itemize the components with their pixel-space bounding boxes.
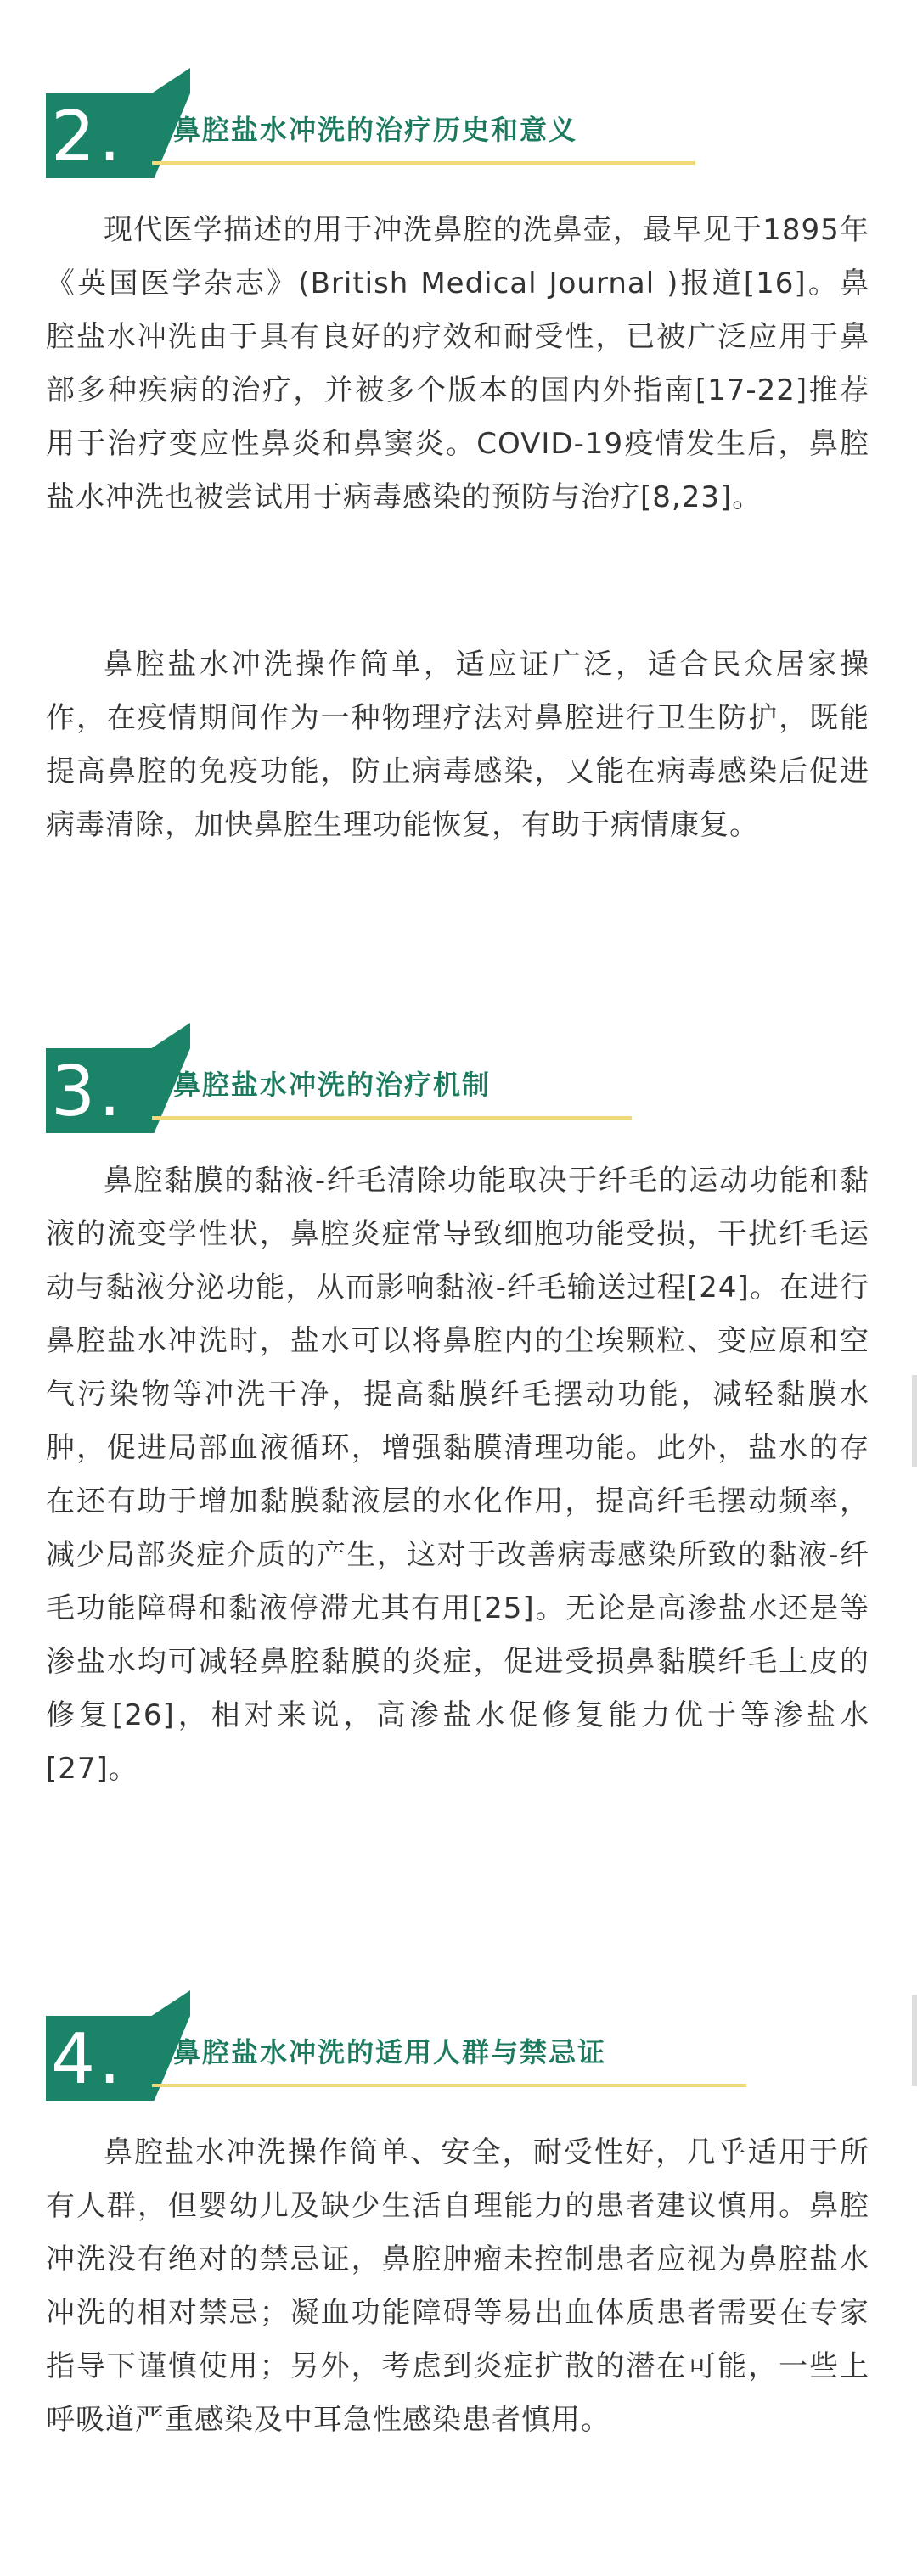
section-title: 鼻腔盐水冲洗的治疗历史和意义 [173,114,578,146]
title-underline [152,161,695,165]
section-3-header [46,1023,708,1159]
section-number: 3. [51,1052,125,1132]
section-4-header [46,1990,708,2126]
paragraph: 现代医学描述的用于冲洗鼻腔的洗鼻壶，最早见于1895年《英国医学杂志》(British Medical Journal )报道[16]。鼻腔盐水冲洗由于具有良好的疗效和耐受性，已被广泛应用于鼻部多种疾病的治疗，并被多个版本的国内外指南[17-22]推荐用于治疗变应性鼻炎和鼻窦炎。COVID-19疫情发生后，鼻腔盐水冲洗也被尝试用于病毒感染的预防与治疗[8,23]。 [46,213,869,514]
paragraph: 鼻腔盐水冲洗操作简单，适应证广泛，适合民众居家操作，在疫情期间作为一种物理疗法对鼻腔进行卫生防护，既能提高鼻腔的免疫功能，防止病毒感染，又能在病毒感染后促进病毒清除，加快鼻腔生理功能恢复，有助于病情康复。 [46,648,869,842]
title-underline [152,1116,632,1120]
corner-triangle [131,1023,190,1048]
paragraph: 鼻腔盐水冲洗操作简单、安全，耐受性好，几乎适用于所有人群，但婴幼儿及缺少生活自理能力的患者建议慎用。鼻腔冲洗没有绝对的禁忌证，鼻腔肿瘤未控制患者应视为鼻腔盐水冲洗的相对禁忌；凝血功能障碍等易出血体质患者需要在专家指导下谨慎使用；另外，考虑到炎症扩散的潜在可能，一些上呼吸道严重感染及中耳急性感染患者慎用。 [46,2135,869,2437]
section-2-header [46,68,708,204]
scrollbar-thumb[interactable] [912,1995,917,2086]
section-number: 2. [51,97,125,177]
section-number: 4. [51,2019,125,2100]
section-title: 鼻腔盐水冲洗的适用人群与禁忌证 [173,2036,607,2068]
corner-triangle [131,68,190,93]
paragraph: 鼻腔黏膜的黏液-纤毛清除功能取决于纤毛的运动功能和黏液的流变学性状，鼻腔炎症常导致细胞功能受损，干扰纤毛运动与黏液分泌功能，从而影响黏液-纤毛输送过程[24]。在进行鼻腔盐水冲洗时，盐水可以将鼻腔内的尘埃颗粒、变应原和空气污染物等冲洗干净，提高黏膜纤毛摆动功能，减轻黏膜水肿，促进局部血液循环，增强黏膜清理功能。此外，盐水的存在还有助于增加黏膜黏液层的水化作用，提高纤毛摆动频率，减少局部炎症介质的产生，这对于改善病毒感染所致的黏液-纤毛功能障碍和黏液停滞尤其有用[25]。无论是高渗盐水还是等渗盐水均可减轻鼻腔黏膜的炎症，促进受损鼻黏膜纤毛上皮的修复[26]，相对来说，高渗盐水促修复能力优于等渗盐水[27]。 [46,1164,869,1786]
title-underline [152,2084,746,2087]
section-title: 鼻腔盐水冲洗的治疗机制 [173,1069,492,1101]
corner-triangle [131,1990,190,2016]
scrollbar-thumb[interactable] [912,1375,917,1467]
